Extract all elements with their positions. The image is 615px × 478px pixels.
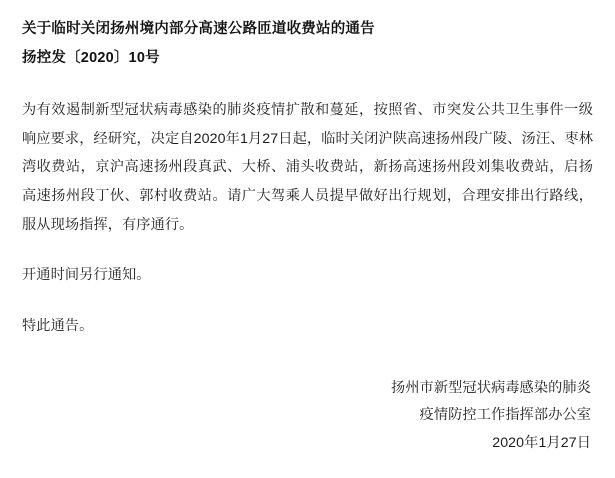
signature-issuer-line-1: 扬州市新型冠状病毒感染的肺炎 [390,379,591,396]
signature-issuer-line-2: 疫情防控工作指挥部办公室 [419,407,591,424]
paragraph-hereby-announced: 特此通告。 [22,318,94,335]
paragraph-reopen-notice: 开通时间另行通知。 [22,267,151,284]
page-title: 关于临时关闭扬州境内部分高速公路匝道收费站的通告 [22,21,375,37]
signature-block [22,375,593,458]
signature-date: 2020年1月27日 [492,435,591,452]
document-body [22,96,593,341]
document-number: 扬控发〔2020〕10号 [22,50,160,67]
paragraph-main: 为有效遏制新型冠状病毒感染的肺炎疫情扩散和蔓延，按照省、市突发公共卫生事件一级响应要求，经研究，决定自2020年1月27日起，临时关闭沪陕高速扬州段广陵、汤汪、枣林湾收费站，京沪高速扬州段真武、大桥、浦头收费站，新扬高速扬州段刘集收费站，启扬高速扬州段丁伙、郭村收费站。请广大驾乘人员提早做好出行规划，合理安排出行路线，服从现场指挥，有序通行。 [22,101,593,233]
